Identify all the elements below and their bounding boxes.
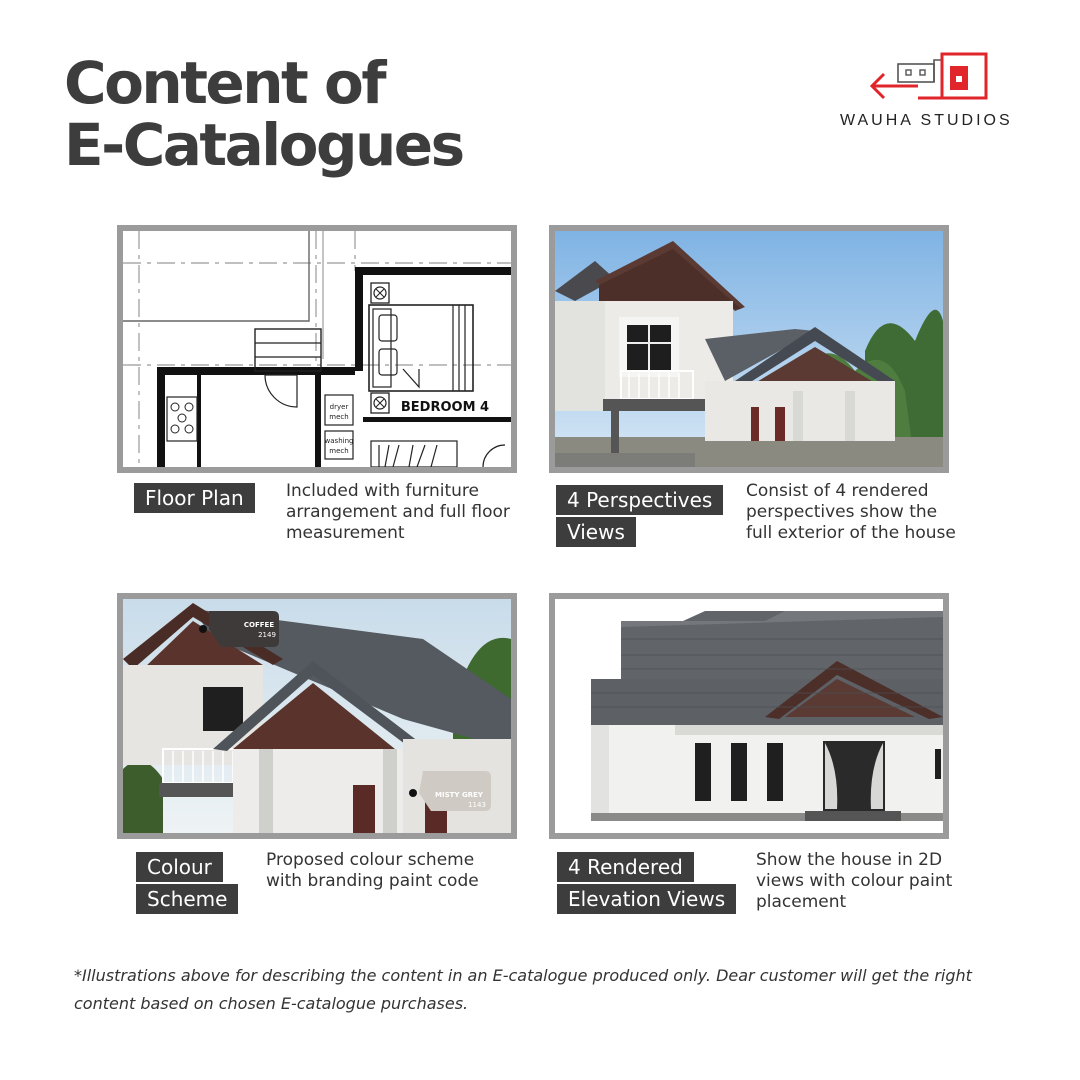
perspectives-badge-line-2: Views: [556, 517, 636, 547]
floor-plan-badge: Floor Plan: [134, 483, 255, 513]
misty-grey-tag-code: 1143: [468, 801, 486, 809]
page-title: [64, 49, 463, 179]
brand-logo: [838, 52, 1028, 132]
washing-label-2: mech: [329, 447, 349, 455]
colour-scheme-badge-line-1: Colour: [136, 852, 223, 882]
elevation-description: Show the house in 2D views with colour paint placement: [756, 850, 953, 912]
colour-scheme-badge-line-2: Scheme: [136, 884, 238, 914]
coffee-tag-code: 2149: [258, 631, 276, 639]
elevation-image: [549, 593, 949, 839]
coffee-tag-name: COFFEE: [243, 621, 275, 629]
elevation-badge-line-2: Elevation Views: [557, 884, 736, 914]
washing-label: washing: [324, 437, 354, 445]
floor-plan-image: [117, 225, 517, 473]
perspectives-description: Consist of 4 rendered perspectives show the full exterior of the house: [746, 481, 956, 543]
misty-grey-tag-name: MISTY GREY: [435, 791, 483, 799]
floor-plan-description: Included with furniture arrangement and full floor measurement: [286, 481, 510, 543]
page-title-line-1: Content of: [64, 49, 385, 117]
brand-name: WAUHA STUDIOS: [840, 112, 1013, 129]
dryer-label: dryer: [329, 403, 349, 411]
colour-scheme-image: [117, 593, 517, 839]
colour-scheme-description: Proposed colour scheme with branding paint code: [266, 850, 479, 891]
dryer-label-2: mech: [329, 413, 349, 421]
elevation-badge-line-1: 4 Rendered: [557, 852, 694, 882]
bedroom-label: BEDROOM 4: [400, 400, 490, 415]
perspective-image: [549, 225, 949, 473]
wauha-logo-icon: [870, 52, 990, 104]
perspectives-badge-line-1: 4 Perspectives: [556, 485, 723, 515]
footnote: *Illustrations above for describing the content in an E-catalogue produced only. Dear customer will get the right content based on chosen E-catalogue purchases.: [74, 966, 972, 1013]
page-title-line-2: E-Catalogues: [64, 111, 463, 179]
